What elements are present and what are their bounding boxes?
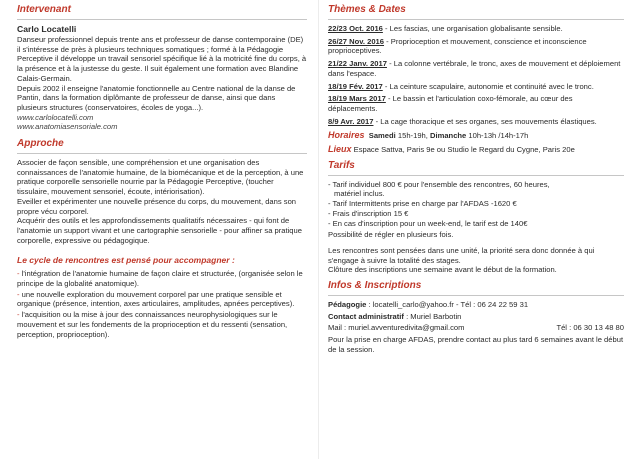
admin-contact	[328, 312, 624, 322]
mail-tel[interactable]: Tél : 06 30 13 48 80	[556, 323, 624, 333]
admin-label: Contact administratif	[328, 311, 404, 321]
date-label: 22/23 Oct. 2016	[328, 24, 383, 33]
horaires-row	[328, 131, 624, 141]
section-title-tarifs: Tarifs	[328, 159, 355, 171]
date-row	[328, 94, 624, 113]
tarif-line: - En cas d'inscription pour un week-end, le tarif est de 140€	[328, 218, 528, 228]
divider	[17, 153, 307, 154]
samedi-label: Samedi	[368, 131, 396, 141]
date-row	[328, 24, 624, 34]
tarif-line: - Frais d'inscription 15 €	[328, 208, 409, 218]
approche-paragraph-1: Associer de façon sensible, une compréhension et une organisation des connaissances de l'anatomie humaine, de la biomécanique et de la perception, à une pratique corporelle sensorielle nourrie par la Pédagogie Perceptive, (toucher tissulaire, mouvement sensoriel, écoute, intériorisation).	[17, 158, 304, 197]
date-label: 21/22 Janv. 2017	[328, 59, 387, 69]
section-title-themes: Thèmes & Dates	[328, 4, 406, 15]
cycle-item-2: une nouvelle exploration du mouvement corporel par une pratique sensible et organique (présence, intention, axes articulaires, amplitudes, apnées perceptives).	[17, 289, 295, 309]
list-item	[17, 290, 307, 309]
divider	[17, 19, 307, 20]
horaires-label: Horaires	[328, 130, 365, 141]
lieux-row	[328, 145, 624, 155]
date-row	[328, 117, 624, 127]
rencontres-paragraph-2: Clôture des inscriptions une semaine avant le début de la formation.	[328, 265, 557, 275]
lieux-text: Espace Sattva, Paris 9e ou Studio le Regard du Cygne, Paris 20e	[351, 145, 575, 155]
left-column	[17, 4, 307, 340]
tarifs-note: Possibilité de régler en plusieurs fois.	[328, 230, 454, 240]
tarif-line: - Tarif Intermittents prise en charge par l'AFDAS -1620 €	[328, 199, 517, 209]
right-column	[328, 4, 624, 355]
pedagogie-value[interactable]: : locatelli_carlo@yahoo.fr - Tél : 06 24 22 59 31	[366, 300, 529, 310]
divider	[328, 19, 624, 20]
date-row	[328, 82, 624, 92]
date-label: 18/19 Fév. 2017	[328, 81, 383, 91]
approche-paragraph-3: Acquérir des outils et les approfondissements qualitatifs nécessaires - qui font de l'anatomie un support vivant et une cartographie sensorielle - pour affiner sa pratique corporelle, expressive ou pédagogique.	[17, 216, 302, 245]
tarif-line: matériel inclus.	[334, 189, 385, 199]
date-label: 8/9 Avr. 2017	[328, 116, 374, 126]
pedagogie-label: Pédagogie	[328, 300, 367, 310]
fold-line	[318, 0, 319, 459]
admin-value: : Muriel Barbotin	[403, 311, 462, 321]
afdas-paragraph: Pour la prise en charge AFDAS, prendre contact au plus tard 6 semaines avant le début de la session.	[328, 335, 624, 354]
date-row	[328, 37, 624, 56]
list-item	[17, 310, 307, 339]
website-link-2[interactable]: www.anatomiasensoriale.com	[17, 122, 118, 132]
date-theme: - Le bassin et l'articulation coxo-fémorale, au cœur des déplacements.	[328, 94, 573, 113]
dash-bullet: -	[17, 310, 22, 320]
dash-bullet: -	[17, 289, 22, 299]
dash-bullet: -	[17, 269, 22, 279]
date-label: 26/27 Nov. 2016	[328, 36, 385, 46]
mail-value[interactable]: Mail : muriel.avventuredivita@gmail.com	[328, 323, 465, 333]
approche-paragraph-2: Eveiller et expérimenter une nouvelle présence du corps, du mouvement, dans son propre vécu corporel.	[17, 196, 297, 216]
date-theme: - La cage thoracique et ses organes, ses mouvements élastiques.	[373, 116, 597, 126]
date-row	[328, 59, 624, 78]
tarif-line: - Tarif individuel 800 € pour l'ensemble des rencontres, 60 heures,	[328, 179, 550, 189]
website-link-1[interactable]: www.carlolocatelli.com	[17, 112, 94, 122]
rencontres-paragraph-1: Les rencontres sont pensées dans une unité, la priorité sera donc donnée à qui s'engage à suivre la totalité des stages.	[328, 245, 595, 265]
mail-contact	[328, 323, 624, 333]
date-theme: - Les fascias, une organisation globalisante sensible.	[382, 24, 563, 33]
lieux-label: Lieux	[328, 144, 352, 155]
date-theme: - La colonne vertébrale, le tronc, axes de mouvement et déploiement dans l'espace.	[328, 59, 621, 78]
date-theme: - Proprioception et mouvement, conscience et inconscience proprioceptives.	[328, 36, 587, 56]
speaker-name: Carlo Locatelli	[17, 24, 77, 34]
samedi-time: 15h-19h,	[395, 131, 430, 141]
section-title-infos: Infos & Inscriptions	[328, 280, 422, 292]
dimanche-time: 10h-13h /14h-17h	[466, 131, 529, 141]
section-title-cycle: Le cycle de rencontres est pensé pour accompagner :	[17, 255, 235, 266]
section-title-approche: Approche	[17, 138, 64, 150]
divider	[328, 175, 624, 176]
divider	[328, 295, 624, 296]
dimanche-label: Dimanche	[429, 131, 467, 141]
pedagogie-contact	[328, 300, 624, 310]
cycle-item-3: l'acquisition ou la mise à jour des connaissances neurophysiologiques sur le mouvement et sur les fondements de la proprioception et du ressenti (sensation, perception, proprioception).	[17, 310, 288, 339]
date-theme: - La ceinture scapulaire, autonomie et continuité avec le tronc.	[382, 81, 594, 91]
bio-paragraph-1: Danseur professionnel depuis trente ans et professeur de danse contemporaine (DE) il s'intéresse de près à plusieurs techniques somatiques ; formé à la Pédagogie Perceptive il développe un travail sensoriel spécifique lié à la motricité fine du corps, à la présence et à la justesse du geste. Il suit également une formation avec Blandine Calais-Germain.	[17, 35, 307, 83]
date-label: 18/19 Mars 2017	[328, 94, 386, 104]
list-item	[17, 269, 307, 288]
bio-paragraph-2: Depuis 2002 il enseigne l'anatomie fonctionnelle au Centre national de la danse de Pantin, dans la formation diplômante de professeur de danse, ainsi que dans plusieurs structures (conservatoires, écoles de yoga...).	[17, 83, 296, 112]
cycle-item-1: l'intégration de l'anatomie humaine de façon claire et structurée, (organisée selon le principe de la globalité anatomique).	[17, 269, 303, 289]
section-title-intervenant: Intervenant	[17, 4, 71, 15]
